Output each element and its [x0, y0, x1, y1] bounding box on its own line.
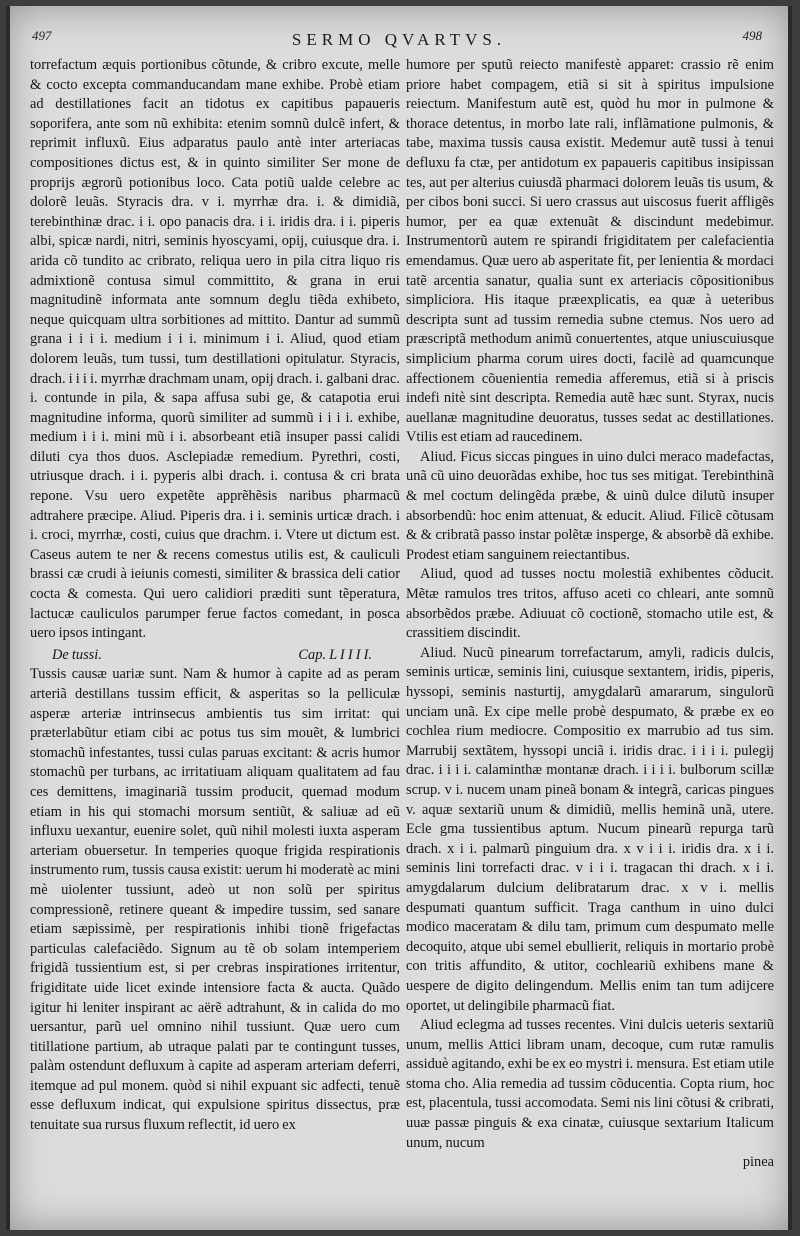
page-edge-left	[6, 6, 10, 1230]
paragraph: Tussis causæ uariæ sunt. Nam & humor à capite ad as peram arteriã destillans tussim efficit, & asperitas so la pelliculæ asperæ arteriæ intrinsecus ambientis tus sim irritat: qui præterlabũtur etiam cibi ac potus tus sim mouẽt, & lumbrici stomachũ infestantes, tussi culas paruas excitant: & acris humor stomachũ per turbans, ac irritatiuam aliquam qualitatem ad fau ces demittens, imaginariã tussim producit, quemad modum etiam in his qui stomachi morsum sentiũt, & saliuæ ad eũ influxu uexantur, euenire solet, quũ nihil molesti iuxta asperam arteriam obuersetur. In temperies quoque frigida respirationis instrumento rum, tussis causa existit: uerum hi moderatè ac mini mè uiolenter tussiunt, adeò ut non solũ per spiritus compressionẽ, retinere queant & impedire tussim, sed sanare etiam sæpissimè, per respirationis inhibi tionẽ frigefactas particulas calefaciẽdo. Signum au tẽ ob solam intemperiem frigidã tussientium est, si per crebras inspirationes irritentur, frigiditate uide licet exinde intensiore facta & aucta. Quãdo igitur hi leniter inspirant ac aërẽ adtrahunt, & in calida do mo uersantur, parũ uel omnino nihil tussiunt. Quæ uero cum titillatione partium, ab utraque palati par te contingunt tusses, palàm ostendunt defluxum à capite ad asperam arteriam deferri, itemque ad pul monem. quòd si nihil expuant sic adfecti, tenuẽ esse defluxum indicat, qui expulsione spiritus dissectus, præ tenuitate sua rursus fluxum reflectit, id uero ex	[30, 666, 400, 1134]
paragraph: torrefactum æquis portionibus cõtunde, & cribro excute, melle & cocto excepta commanducandam mane exhibe. Probè etiam ad destillationes facit an tidotus ex capitibus papaueris soporifera, ante som nũ exhibita: etenim somnũ dulcẽ infert, & reprimit influxũ. Eius adparatus paulo antè inter arteriacas compositiones dictus est, & in quinto similiter Ser mone de proprijs ægrorũ potionibus loco. Cata potiũ ualde celebre ac dolorẽ leuãs. Styracis dra. v i. myrrhæ dra. i. & dimidiã, terebinthinæ drac. i i. opo panacis dra. i i. iridis dra. i i. piperis albi, spicæ nardi, nitri, seminis hyoscyami, opij, cuiusque dra. i. arida cõ tundito ac cribrato, reliqua uero in pila citra liquo ris admixtionẽ contusa simul committito, & grana in erui magnitudinẽ informata ante somnum deglu tiẽda exhibeto, neque quicquam ultra sorbitiones ad mittito. Dantur ad summũ grana i i i i. medium i i i. minimum i i. Aliud, quod etiam dolorem leuãs, tum tussi, tum destillationi opitulatur. Styracis, drach. i i i i. myrrhæ drachmam unam, opij drach. i. galbani drac. i. contunde in pila, & sapa affusa subi ge, & catapotia erui magnitudine informa, quorũ similiter ad summũ i i i i. exhibe, medium i i i. mini mũ i i. absorbeant etiã insuper passi calidi diluti cya thos duos. Asclepiadæ remedium. Pyrethri, costi, utriusque drach. i i. pyperis albi drach. i. contusa & cri brata repone. Vsu uero expetẽte apprẽhẽsis naribus pharmacũ adtrahere præcipe. Aliud. Piperis dra. i i. seminis urticæ drach. i i. croci, myrrhæ, costi, cuius que drachm. i. Vtere ut dictum est. Caseus autem te ner & recens comestus utilis est, & cauliculi brassi cæ crudi à ieiunis comesti, similiter & brassica deli catior cocta & comesta. Qui uero calidiori præditi sunt tẽperatura, lactucæ cauliculos parumper ferue factos comedant, in posca uero ipsos intingant.	[30, 57, 400, 642]
chapter-heading	[30, 646, 400, 666]
section-heading: De tussi.	[52, 646, 102, 663]
folio-right: 498	[742, 28, 762, 43]
paragraph: Aliud. Ficus siccas pingues in uino dulci meraco madefactas, unã cũ uino deuorãdas exhibe, hoc tus ses mitigat. Terebinthinã & mel coctum delingẽda præbe, & uinũ dulce dilutũ insuper absorbendũ: hoc enim attenuat, & educit. Aliud. Filicẽ cõtusam & & cribratã passo instar polẽtæ insperge, & absorbẽ dã exhibe. Prodest etiam sanguinem reiectantibus.	[406, 448, 774, 563]
left-column	[30, 56, 400, 1136]
page-edge-right	[788, 6, 792, 1230]
running-title: SERMO QVARTVS.	[291, 30, 507, 49]
paragraph: humore per sputũ reiecto manifestè apparet: crassio rẽ enim priore habet compagem, etiã si sit à spiritus impulsione reiectum. Manifestum autẽ est, quòd hu mor in pulmone & thorace detentus, in morbo late rali, inflãmatione pulmonis, & tabe, maxima tussis causa existit. Medemur autẽ tussi à tenui defluxu fa ctæ, per antidotum ex papaueris capitibus insipissan tes, aut per alterius cuiusdã pharmaci dolorem leuãs tis usum, & per cibos boni succi. Si uero crassus aut uiscosus fuerit affligẽs humor, per ea quæ extenuãt & discindunt medebimur. Instrumentorũ autem re spirandi frigiditatem per calefacientia emendamus. Quæ uero ab asperitate fit, per lenientia & mordaci tatẽ arcentia sanatur, qualia sunt ex arteriacis cõpositionibus simpliciora. His itaque præexplicatis, ea quæ à ueteribus descripta sunt ad tussim remedia subne ctemus. Nos uero ad præscriptã methodum animũ conuertentes, atque uniuscuiusque simplicium pharma corum uires docti, facilè ad quamcunque affectionem cõuenientia remedia afferemus, etiã si à priscis indefi nitè sint descripta. Remedia autẽ hæc sunt. Styrax, nucis auellanæ magnitudine deuoratus, tusses sedat ac destillationes. Vtilis est etiam ad raucedinem.	[406, 57, 774, 446]
paragraph: Aliud, quod ad tusses noctu molestiã exhibentes cõducit. Mẽtæ ramulos tres tritos, affuso aceti co chleari, ante somnũ absorbẽdos præbe. Adiuuat cõ coctionẽ, stomacho utile est, & crassitiem discindit.	[406, 566, 774, 642]
paragraph: Aliud. Nucũ pinearum torrefactarum, amyli, radicis dulcis, seminis urticæ, seminis lini, cuiusque sextantem, iridis, piperis, hyssopi, seminis nasturtij, amygdalarũ amararum, singulorũ unciam unã. Ex cipe melle probè despumato, & præbe ex eo cochlea rium mediocre. Compositio ex marrubio ad tus sim. Marrubij sextãtem, hyssopi unciã i. iridis drac. i i i i. pulegij drac. i i i i. calaminthæ montanæ drach. i i i i. bulborum scillæ scrup. v i. nucem unam pineã bonam & integrã, caricas pingues v. aquæ sextariũ unum & dimidiũ, mellis heminã unã, utere. Ecle gma tussientibus aptum. Nucum pinearũ repurga tarũ drach. x i i. palmarũ pinguium dra. x v i i i. iridis dra. x i i. seminis lini torrefacti drac. v i i i. tragacan thi drach. x i i. amygdalarum dulcium delibratarum drac. x v i. mellis despumati quantum sufficit. Traga canthum in uino dulci modico maceratam & dilu tam, primum cum despumato melle decoquito, atque ubi semel ebullierit, reliquis in mortario probè con tritis affundito, & utitor, cochleariũ exhibens mane & uespere de digito delingendum. Mellis enim tan tum adijcere oportet, ut delingibile pharmacũ fiat.	[406, 644, 774, 1014]
right-column	[406, 56, 774, 1173]
folio-left: 497	[32, 28, 52, 43]
catchword: pinea	[742, 1154, 774, 1171]
chapter-number: Cap. L I I I I.	[298, 646, 372, 663]
paragraph: Aliud eclegma ad tusses recentes. Vini dulcis ueteris sextariũ unum, mellis Attici libram unam, decoque, cum rutæ ramulis assiduè agitando, exhi be ex eo mystri i. mensura. Est etiam utile stoma cho. Alia remedia ad tussim cõducentia. Copta rium, hoc est, placentula, tussi accomodata. Semi nis lini cõtusi & cribrati, uuæ passæ pinguis & exa cinatæ, cuiusque sextarium Italicum unum, nucum	[406, 1017, 774, 1151]
book-page	[6, 6, 792, 1230]
